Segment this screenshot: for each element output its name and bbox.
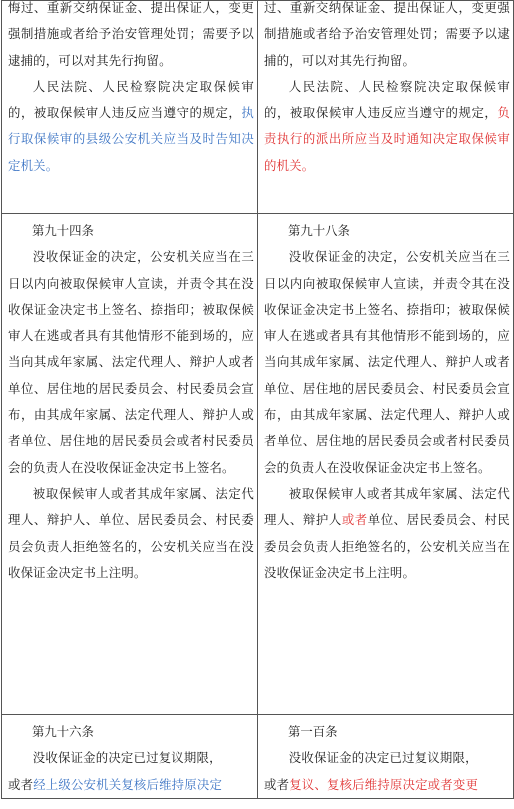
paragraph: 没收保证金的决定，公安机关应当在三日以内向被取保候审人宣读，并责令其在没收保证金决定书上签名、捺指印；被取保候审人在逃或者具有其他情形不能到场的，应当向其成年家属、法定代理人、辩护人或者单位、居住地的居民委员会、村民委员会宣布，由其成年家属、法定代理人、辩护人或者单位、居住地的居民委员会或者村民委员会的负责人在没收保证金决定书上签名。 xyxy=(264,249,510,475)
text-segment: 被取保候审人或者其成年家属、法定代理人、辩护人 xyxy=(264,485,510,528)
left-cell xyxy=(2,214,258,715)
text-segment: 或者 xyxy=(264,776,290,792)
left-cell xyxy=(2,1,258,214)
text-segment: 单位、居民委员会、村民委员会负责人拒绝签名的，公安机关应当在没收保证金决定书上注明。 xyxy=(264,512,511,580)
table-row xyxy=(2,214,514,715)
comparison-table xyxy=(1,0,514,799)
paragraph: 没收保证金的决定已过复议期限， xyxy=(288,750,478,766)
highlighted-text: 经上级公安机关复核后维持原决定 xyxy=(33,776,223,792)
right-cell xyxy=(258,214,514,715)
paragraph xyxy=(8,772,254,798)
highlighted-text: 或者 xyxy=(341,512,368,528)
text-segment: 或者 xyxy=(8,776,34,792)
paragraph: 悔过、重新交纳保证金、提出保证人，变更强制措施或者给予治安管理处罚；需要予以逮捕的，可以对其先行拘留。 xyxy=(8,0,254,68)
highlighted-text: 负责执行的派出所应当及时通知决定取保候审的机关。 xyxy=(264,105,510,173)
text-segment: 人民法院、人民检察院决定取保候审的，被取保候审人违反应当遵守的规定， xyxy=(8,78,254,121)
paragraph: 没收保证金的决定，公安机关应当在三日以内向被取保候审人宣读，并责令其在没收保证金决定书上签名、捺指印；被取保候审人在逃或者具有其他情形不能到场的，应当向其成年家属、法定代理人、辩护人或者单位、居住地的居民委员会、村民委员会宣布，由其成年家属、法定代理人、辩护人或者单位、居住地的居民委员会或者村民委员会的负责人在没收保证金决定书上签名。 xyxy=(8,249,254,475)
article-heading: 第九十八条 xyxy=(288,223,350,238)
right-cell xyxy=(258,1,514,214)
paragraph xyxy=(264,74,510,179)
table-row xyxy=(2,1,514,214)
article-heading: 第九十四条 xyxy=(32,223,94,238)
paragraph xyxy=(264,481,510,586)
paragraph: 过、重新交纳保证金、提出保证人，变更强制措施或者给予治安管理处罚；需要予以逮捕的，可以对其先行拘留。 xyxy=(264,0,510,68)
article-heading: 第九十六条 xyxy=(32,724,94,739)
highlighted-text: 执行取保候审的县级公安机关应当及时告知决定机关。 xyxy=(8,105,254,173)
right-cell xyxy=(258,715,514,799)
paragraph: 没收保证金的决定已过复议期限， xyxy=(32,750,222,766)
article-heading: 第一百条 xyxy=(288,724,338,739)
left-cell xyxy=(2,715,258,799)
paragraph: 被取保候审人或者其成年家属、法定代理人、辩护人、单位、居民委员会、村民委员会负责人拒绝签名的，公安机关应当在没收保证金决定书上注明。 xyxy=(8,485,254,580)
highlighted-text: 复议、复核后维持原决定或者变更 xyxy=(289,776,479,792)
table-row xyxy=(2,715,514,799)
paragraph xyxy=(8,74,254,179)
text-segment: 人民法院、人民检察院决定取保候审的，被取保候审人违反应当遵守的规定， xyxy=(264,78,510,121)
paragraph xyxy=(264,772,510,798)
